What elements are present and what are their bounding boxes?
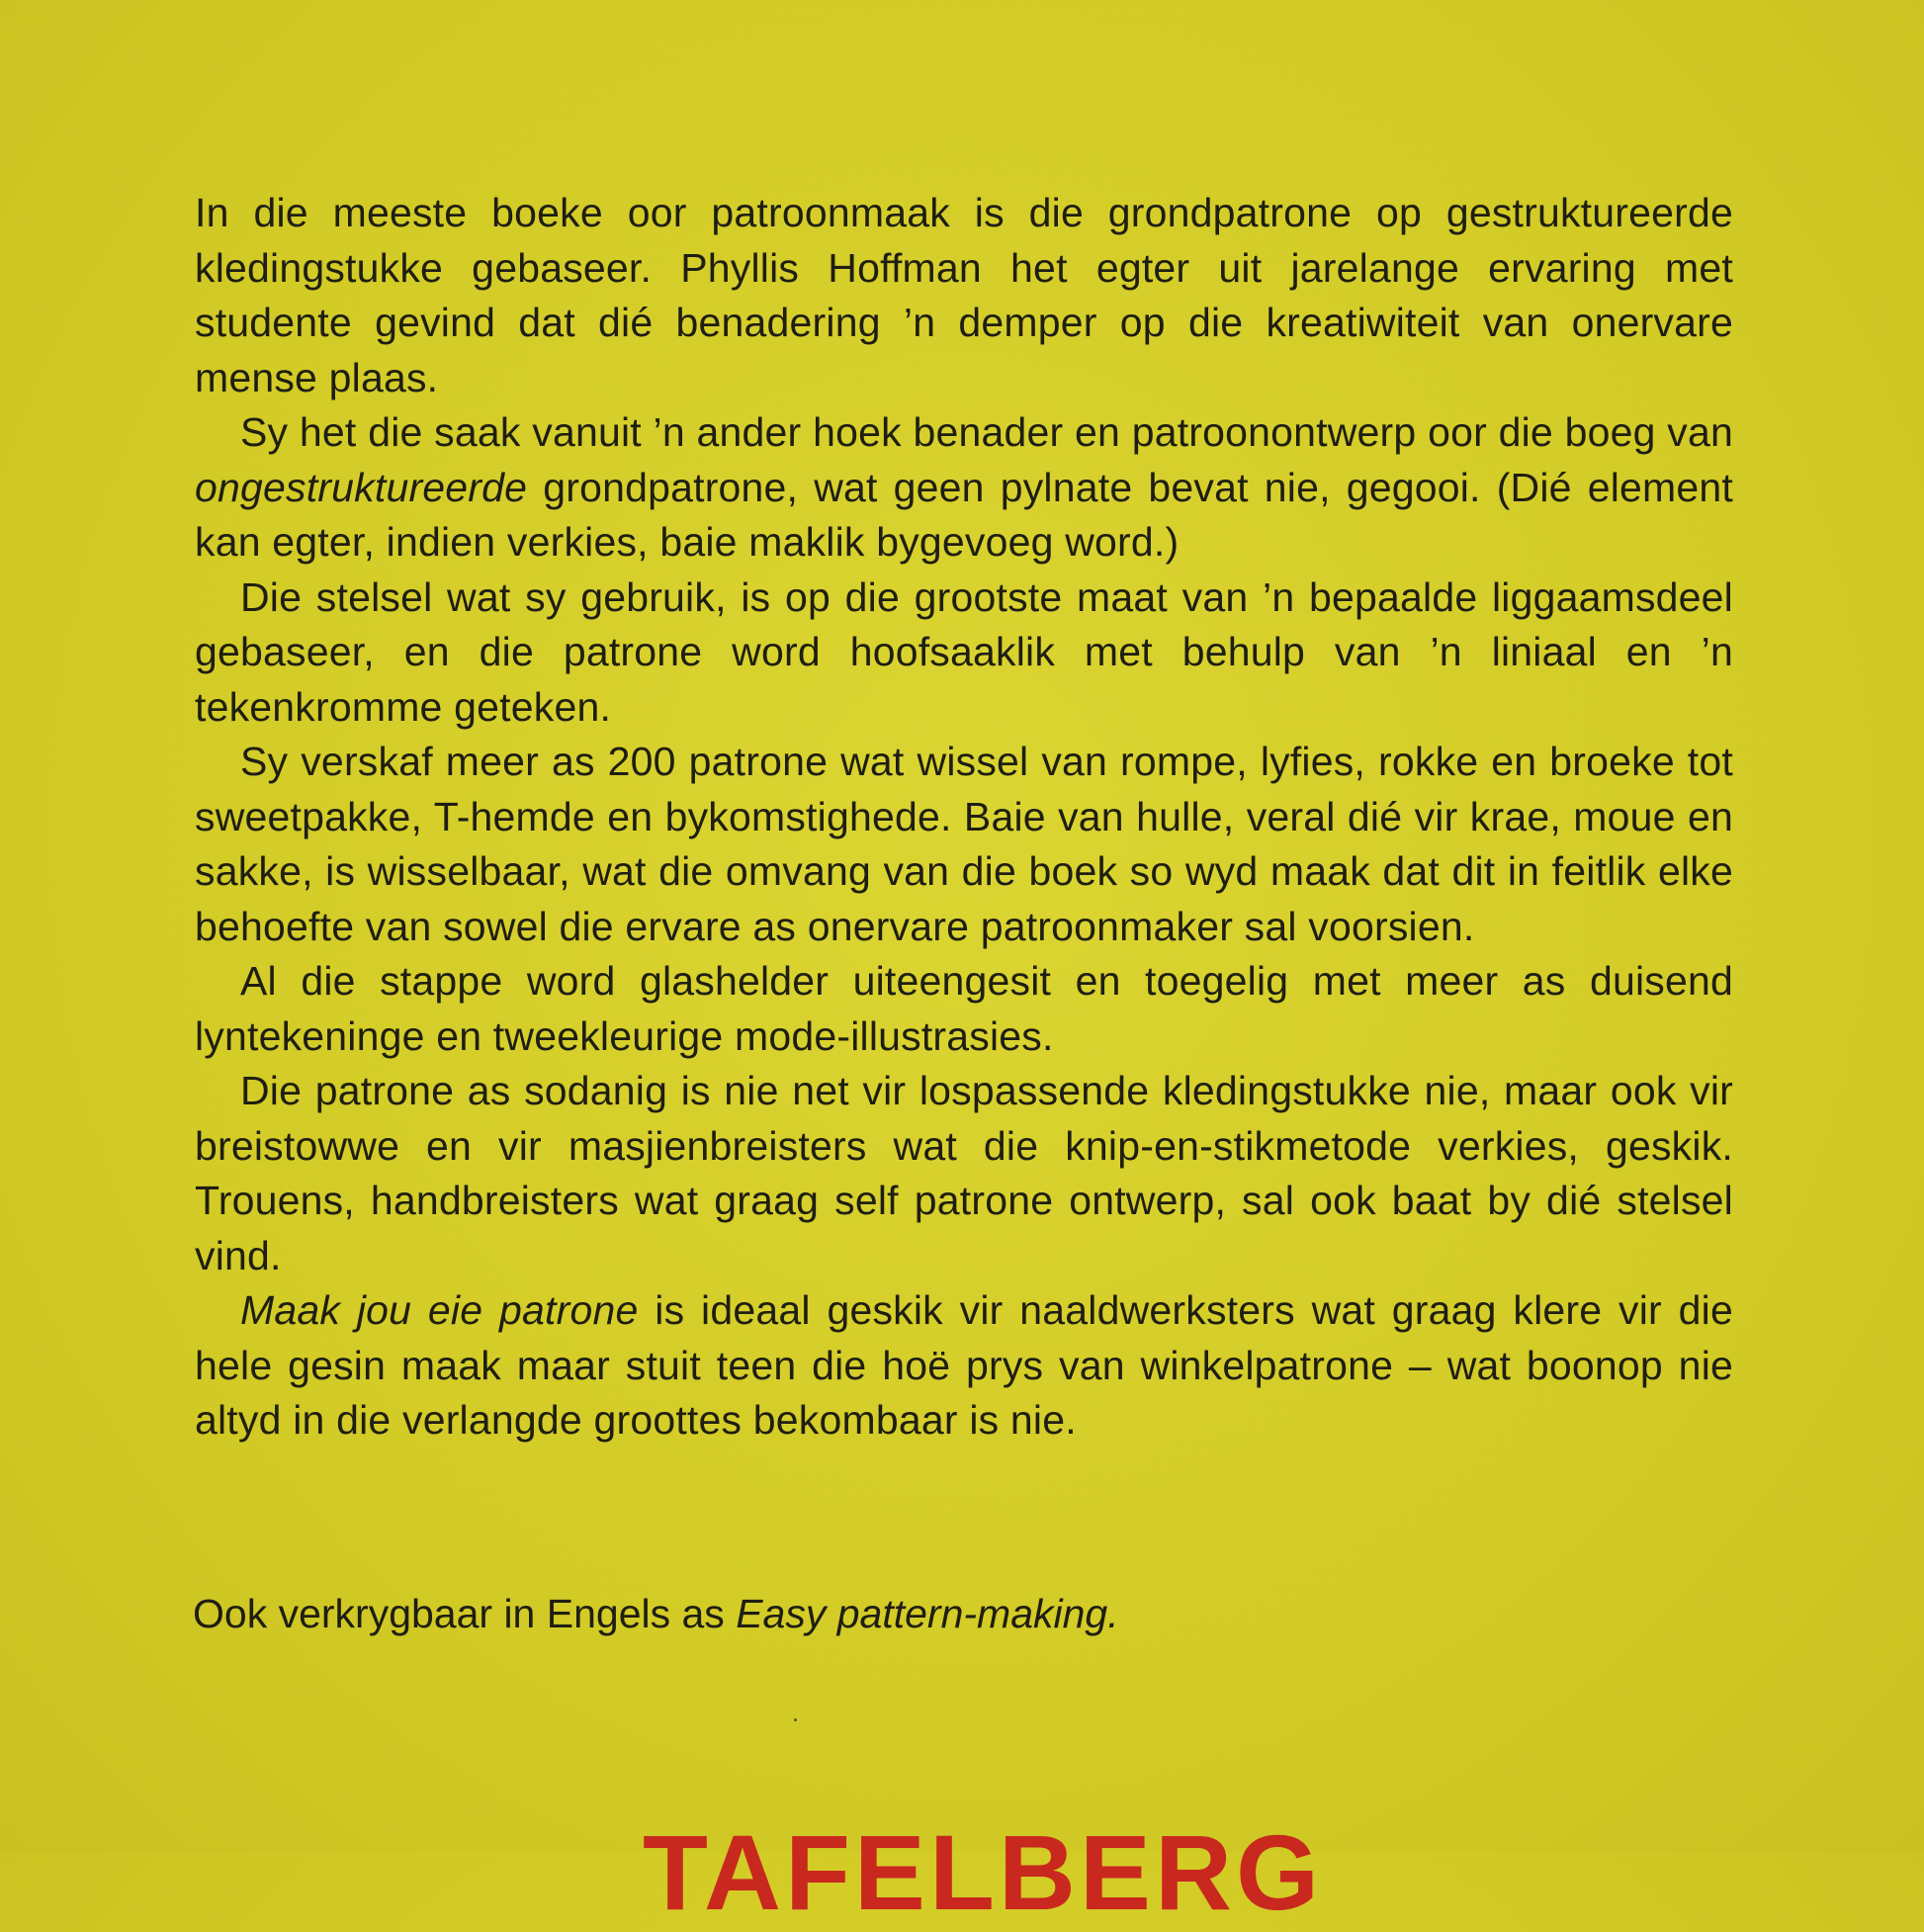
text-run: In die meeste boeke oor patroonmaak is die grondpatrone op gestruktureerde kledingstukke gebaseer. Phyllis Hoffman het egter uit jarelange ervaring met studente gevind dat dié benadering ’n demper op die kreatiwiteit van onervare mense plaas. [195,190,1733,400]
publisher-logo-text: TAFELBERG [643,1812,1323,1932]
blurb-text [195,186,1733,1449]
italic-run: ongestruktureerde [195,464,528,510]
text-run: is ideaal geskik vir naaldwerksters wat graag klere vir die hele gesin maak maar stuit teen die hoë prys van winkelpatrone – wat boonop nie altyd in die verlangde groottes bekombaar is nie. [195,1287,1733,1443]
paragraph [195,1064,1733,1283]
text-run: Sy het die saak vanuit ’n ander hoek benader en patroonontwerp oor die boeg van [240,409,1733,455]
paragraph [195,186,1733,405]
paragraph [195,571,1733,736]
paragraph [195,735,1733,954]
italic-run: Maak jou eie patrone [240,1287,639,1333]
text-run: Die stelsel wat sy gebruik, is op die grootste maat van ’n bepaalde liggaamsdeel gebaseer, en die patrone word hoofsaaklik met behulp van ’n liniaal en ’n tekenkromme geteken. [195,573,1733,730]
paragraph [195,954,1733,1064]
text-run: Die patrone as sodanig is nie net vir lospassende kledingstukke nie, maar ook vir breistowwe en vir masjienbreisters wat die knip-en-stikmetode verkies, geskik. Trouens, handbreisters wat graag self patrone ontwerp, sal ook baat by dié stelsel vind. [195,1068,1733,1278]
english-edition-title: Easy pattern-making. [736,1591,1119,1636]
publisher-logo [643,1812,1323,1932]
english-edition-note [193,1587,1119,1641]
text-run: Al die stappe word glashelder uiteengesit en toegelig met meer as duisend lyntekeninge en tweekleurige mode-illustrasies. [195,958,1733,1059]
text-run: Sy verskaf meer as 200 patrone wat wissel van rompe, lyfies, rokke en broeke tot sweetpakke, T-hemde en bykomstighede. Baie van hulle, veral dié vir krae, moue en sakke, is wisselbaar, wat die omvang van die boek so wyd maak dat dit in feitlik elke behoefte van sowel die ervare as onervare patroonmaker sal voorsien. [195,739,1733,949]
paragraph [195,405,1733,571]
paragraph [195,1283,1733,1449]
english-edition-prefix: Ook verkrygbaar in Engels as [193,1591,737,1636]
print-speck [794,1718,797,1721]
text-run: grondpatrone, wat geen pylnate bevat nie, gegooi. (Dié element kan egter, indien verkies, baie maklik bygevoeg word.) [195,464,1733,565]
